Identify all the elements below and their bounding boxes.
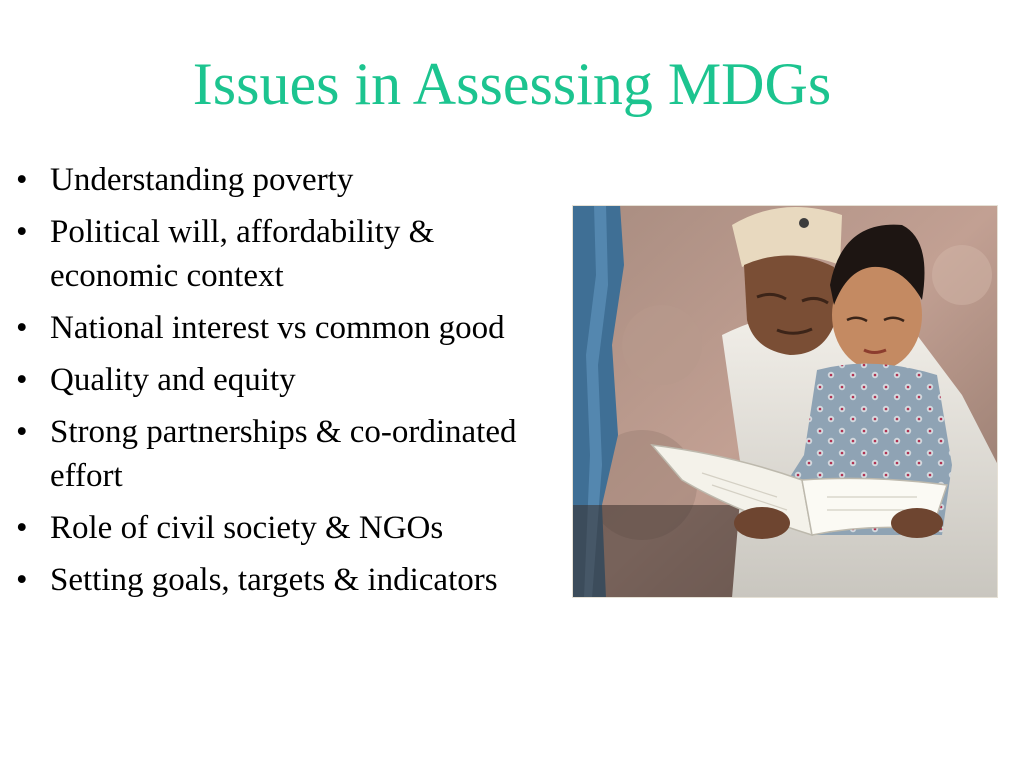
- bullet-text: National interest vs common good: [50, 310, 505, 346]
- bullet-marker: •: [16, 362, 28, 398]
- bullet-marker: •: [16, 510, 28, 546]
- photo-man-child-reading: [572, 205, 998, 598]
- slide-title: Issues in Assessing MDGs: [192, 51, 832, 117]
- bullet-item: [14, 410, 544, 498]
- bullet-marker: •: [16, 214, 28, 250]
- man-hand-shape: [734, 507, 790, 539]
- bullet-text: Strong partnerships & co-ordinated effort: [50, 414, 517, 494]
- bullet-text: Setting goals, targets & indicators: [50, 562, 498, 598]
- bullet-list: [14, 158, 544, 610]
- bullet-text: Role of civil society & NGOs: [50, 510, 444, 546]
- bullet-item: [14, 506, 544, 550]
- bullet-marker: •: [16, 310, 28, 346]
- photo-illustration: [572, 205, 998, 598]
- bullet-item: [14, 358, 544, 402]
- bullet-text: Understanding poverty: [50, 162, 354, 198]
- bullet-text: Political will, affordability & economic context: [50, 214, 435, 294]
- man-face-shape: [744, 255, 834, 355]
- bullet-marker: •: [16, 414, 28, 450]
- bullet-marker: •: [16, 562, 28, 598]
- bullet-item: [14, 558, 544, 602]
- bullet-text: Quality and equity: [50, 362, 296, 398]
- bullet-item: [14, 306, 544, 350]
- bullet-marker: •: [16, 162, 28, 198]
- bullet-item: [14, 158, 544, 202]
- bullet-item: [14, 210, 544, 298]
